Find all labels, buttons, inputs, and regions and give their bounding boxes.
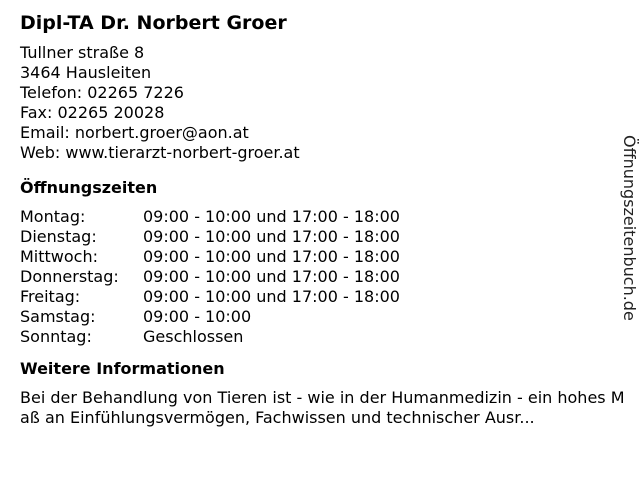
phone-line: Telefon: 02265 7226 — [20, 83, 184, 102]
hours-row — [20, 287, 632, 307]
opening-hours-heading: Öffnungszeiten — [20, 178, 158, 197]
day-label: Freitag: — [20, 287, 81, 306]
day-label: Dienstag: — [20, 227, 97, 246]
hours-value: 09:00 - 10:00 und 17:00 - 18:00 — [143, 287, 400, 306]
day-label: Sonntag: — [20, 327, 92, 346]
more-info-heading: Weitere Informationen — [20, 359, 225, 378]
hours-row — [20, 327, 632, 347]
hours-row — [20, 227, 632, 247]
opening-hours-table — [20, 207, 632, 347]
day-label: Samstag: — [20, 307, 96, 326]
more-info-text: Bei der Behandlung von Tieren ist - wie in der Humanmedizin - ein hohes Maß an Einfühlungsvermögen, Fachwissen und technischer Ausr... — [20, 388, 625, 427]
side-watermark — [617, 135, 640, 365]
watermark-text: Öffnungszeitenbuch.de — [620, 135, 639, 321]
hours-row — [20, 207, 632, 227]
day-label: Donnerstag: — [20, 267, 119, 286]
hours-value: Geschlossen — [143, 327, 244, 346]
contact-block — [20, 43, 632, 163]
hours-value: 09:00 - 10:00 — [143, 307, 252, 326]
email-line: Email: norbert.groer@aon.at — [20, 123, 249, 142]
hours-row — [20, 307, 632, 327]
web-line: Web: www.tierarzt-norbert-groer.at — [20, 143, 300, 162]
day-label: Mittwoch: — [20, 247, 98, 266]
business-name: Dipl-TA Dr. Norbert Groer — [20, 12, 287, 34]
day-label: Montag: — [20, 207, 86, 226]
hours-value: 09:00 - 10:00 und 17:00 - 18:00 — [143, 227, 400, 246]
address-street: Tullner straße 8 — [20, 43, 145, 62]
hours-value: 09:00 - 10:00 und 17:00 - 18:00 — [143, 247, 400, 266]
fax-line: Fax: 02265 20028 — [20, 103, 165, 122]
address-city: 3464 Hausleiten — [20, 63, 152, 82]
hours-row — [20, 247, 632, 267]
hours-value: 09:00 - 10:00 und 17:00 - 18:00 — [143, 267, 400, 286]
hours-row — [20, 267, 632, 287]
business-card — [20, 10, 632, 428]
hours-value: 09:00 - 10:00 und 17:00 - 18:00 — [143, 207, 400, 226]
